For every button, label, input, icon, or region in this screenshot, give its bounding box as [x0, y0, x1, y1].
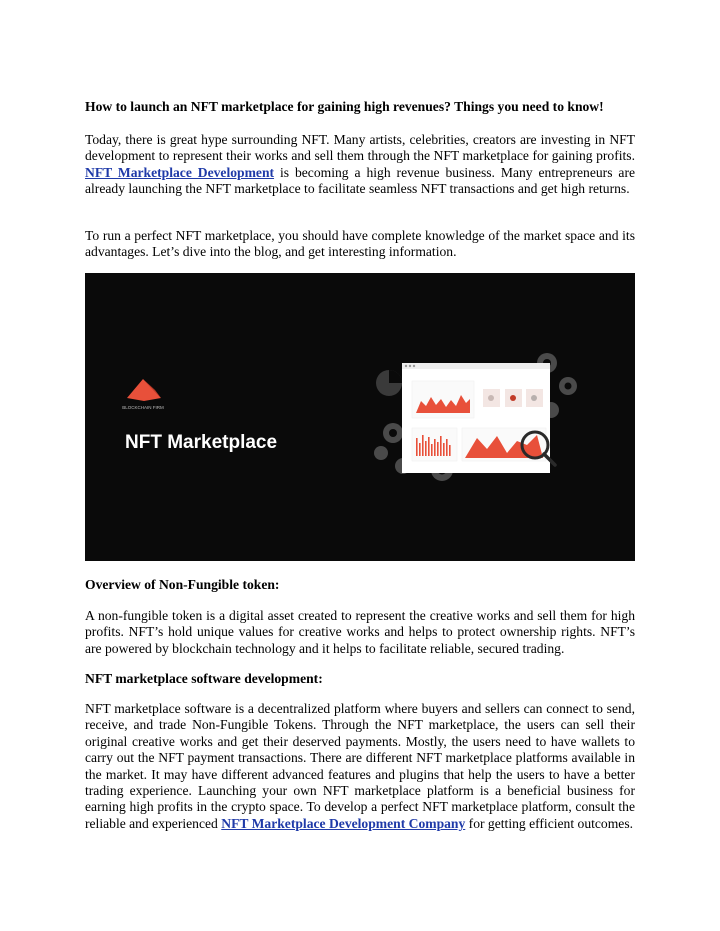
section-2	[85, 671, 635, 687]
section-2-text-a: NFT marketplace software is a decentralized platform where buyers and sellers can connect to send, receive, and trade Non-Fungible Tokens. Through the NFT marketplace, the users can sell their original creative works and get their deserved payments. Mostly, the users need to have wallets to carry out the NFT payment transactions. There are different NFT marketplace platforms available in the market. It may have different advanced features and plugins that help the users to have a better trading experience. Launching your own NFT marketplace platform is a beneficial business for earning high profits in the crypto space. To develop a perfect NFT marketplace platform, consult the reliable and experienced	[85, 701, 635, 831]
section-2-body	[85, 701, 635, 832]
intro-text-b: is becoming a high revenue business. Many entrepreneurs are already launching the NFT marketplace to facilitate seamless NFT transactions and get high returns.	[85, 164, 636, 197]
intro-paragraph-2: To run a perfect NFT marketplace, you should have complete knowledge of the market space and its advantages. Let’s dive into the blog, and get interesting information.	[85, 228, 635, 260]
hero-illustration	[85, 273, 635, 561]
nft-marketplace-development-company-link[interactable]: NFT Marketplace Development Company	[221, 815, 466, 831]
intro-paragraph-1-block	[85, 132, 635, 198]
hero-banner-image	[85, 273, 635, 561]
brand-name: BLOCKCHAIN FIRM	[122, 405, 164, 410]
intro-text-a: Today, there is great hype surrounding NFT. Many artists, celebrities, creators are investing in NFT development to represent their works and sell them through the NFT marketplace for gaining profits.	[85, 132, 635, 164]
section-2-body-block	[85, 701, 635, 832]
article-title: How to launch an NFT marketplace for gaining high revenues? Things you need to know!	[85, 99, 604, 114]
hero-headline: NFT Marketplace	[125, 432, 278, 453]
pie-chart-icon	[376, 370, 402, 396]
intro-paragraph-1	[85, 132, 635, 198]
section-1-body-block	[85, 608, 635, 657]
intro-paragraph-2-block	[85, 228, 635, 261]
section-1	[85, 577, 635, 593]
section-1-body: A non-fungible token is a digital asset created to represent the creative works and sell them for high profits. NFT’s hold unique values for creative works and helps to protect ownership rights. NFT’s are powered by blockchain technology and it helps to facilitate reliable, secured trading.	[85, 608, 635, 656]
section-1-heading: Overview of Non-Fungible token:	[85, 577, 280, 592]
section-2-text-b: for getting efficient outcomes.	[465, 815, 634, 831]
section-2-heading: NFT marketplace software development:	[85, 671, 323, 686]
nft-marketplace-development-link[interactable]: NFT Marketplace Development	[85, 164, 275, 180]
